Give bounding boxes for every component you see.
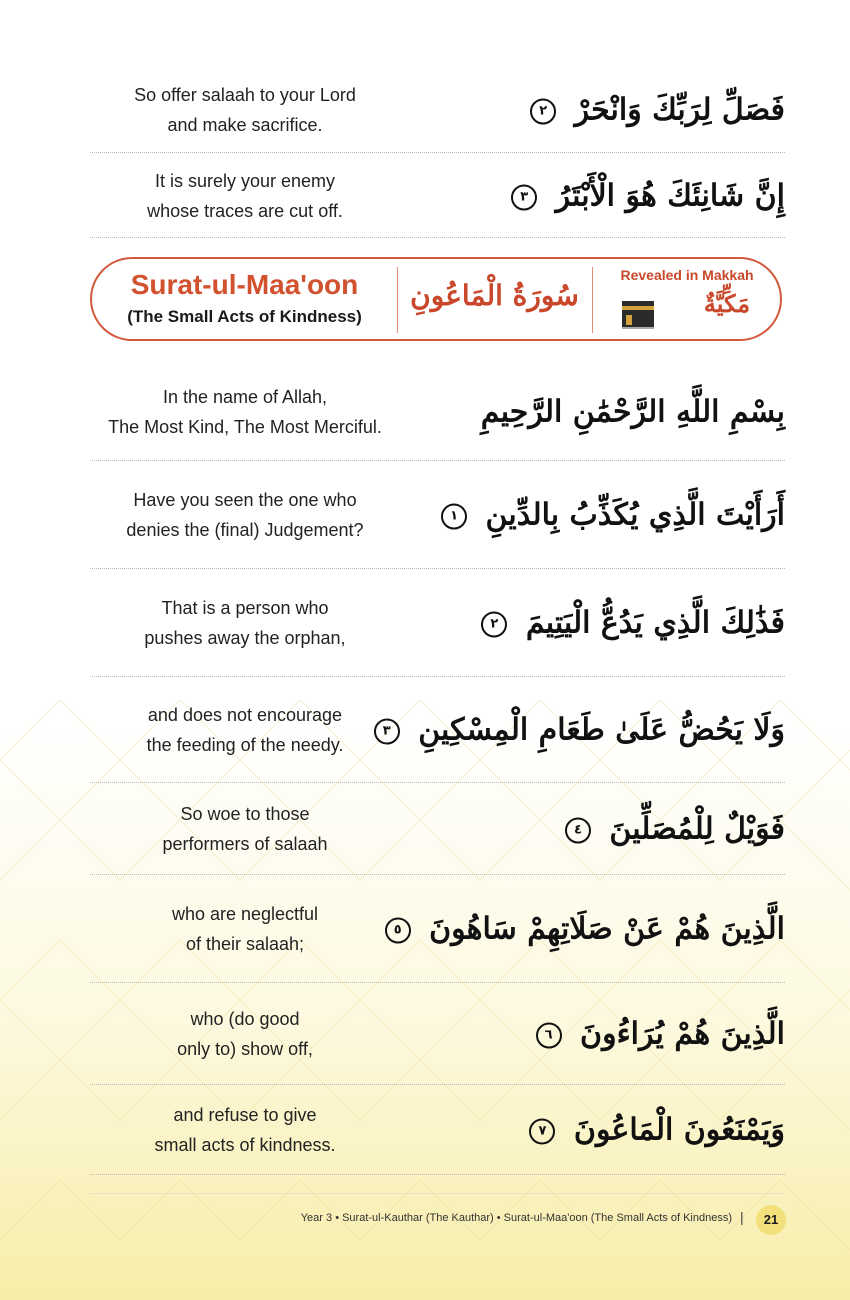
verse-row: [90, 678, 785, 783]
english-translation: In the name of Allah, The Most Kind, The Most Merciful.: [108, 387, 382, 437]
surah-arabic-name: سُورَةُ الْمَاعُونِ: [410, 279, 579, 312]
english-translation: So offer salaah to your Lord and make sacrifice.: [134, 85, 356, 135]
english-translation: and does not encourage the feeding of the needy.: [146, 705, 344, 755]
arabic-verse: الَّذِينَ هُمْ يُرَاءُونَ ٦: [405, 1017, 785, 1052]
surah-subtitle: (The Small Acts of Kindness): [127, 307, 362, 326]
arabic-verse: فَوَيْلٌ لِلْمُصَلِّينَ ٤: [405, 812, 785, 847]
divider: [397, 267, 398, 333]
surah-title: Surat-ul-Maa'oon: [130, 269, 359, 300]
footer-separator: |: [740, 1209, 744, 1225]
arabic-verse: وَيَمْنَعُونَ الْمَاعُونَ ٧: [405, 1113, 785, 1148]
verse-row: [90, 155, 785, 238]
verse-number: ١: [441, 504, 467, 530]
divider: [592, 267, 593, 333]
english-translation: who (do good only to) show off,: [177, 1009, 313, 1059]
arabic-verse: فَذَٰلِكَ الَّذِي يَدُعُّ الْيَتِيمَ ٢: [405, 606, 785, 641]
makki-label: مَكِّيَّةٌ: [703, 289, 751, 318]
verse-row: [90, 570, 785, 677]
arabic-verse: وَلَا يَحُضُّ عَلَىٰ طَعَامِ الْمِسْكِينِ ٣: [405, 713, 785, 748]
verse-row: [90, 1086, 785, 1175]
verse-row: [90, 68, 785, 153]
english-translation: Have you seen the one who denies the (final) Judgement?: [126, 490, 364, 540]
verse-number: ٥: [385, 918, 411, 944]
arabic-verse: إِنَّ شَانِئَكَ هُوَ الْأَبْتَرُ ٣: [405, 179, 785, 214]
verse-number: ٢: [481, 612, 507, 638]
page-number: 21: [756, 1205, 786, 1235]
english-translation: So woe to those performers of salaah: [162, 804, 328, 854]
arabic-verse: الَّذِينَ هُمْ عَنْ صَلَاتِهِمْ سَاهُونَ ٥: [405, 912, 785, 947]
surah-header-banner: [90, 257, 782, 341]
verse-number: ٢: [530, 99, 556, 125]
english-translation: who are neglectful of their salaah;: [171, 904, 319, 954]
english-translation: It is surely your enemy whose traces are cut off.: [147, 171, 343, 221]
verse-row: [90, 784, 785, 875]
verse-number: ٧: [529, 1119, 555, 1145]
arabic-verse: أَرَأَيْتَ الَّذِي يُكَذِّبُ بِالدِّينِ ١: [405, 498, 785, 533]
verse-row: [90, 984, 785, 1085]
verse-number: ٤: [565, 818, 591, 844]
footer-breadcrumb: Year 3 • Surat-ul-Kauthar (The Kauthar) • Surat-ul-Maa'oon (The Small Acts of Kindness): [300, 1212, 732, 1224]
verse-number: ٦: [536, 1023, 562, 1049]
footer-divider: [90, 1193, 785, 1194]
english-translation: That is a person who pushes away the orphan,: [144, 598, 346, 648]
arabic-verse: بِسْمِ اللَّهِ الرَّحْمَٰنِ الرَّحِيمِ: [480, 394, 785, 430]
kaaba-icon: [620, 295, 656, 329]
english-translation: and refuse to give small acts of kindness.: [154, 1105, 336, 1155]
revelation-place: Revealed in Makkah: [620, 267, 754, 283]
verse-row: [90, 462, 785, 569]
verse-row: [90, 364, 785, 461]
arabic-verse: فَصَلِّ لِرَبِّكَ وَانْحَرْ ٢: [405, 93, 785, 128]
verse-number: ٣: [511, 185, 537, 211]
verse-row: [90, 876, 785, 983]
verse-number: ٣: [374, 719, 400, 745]
